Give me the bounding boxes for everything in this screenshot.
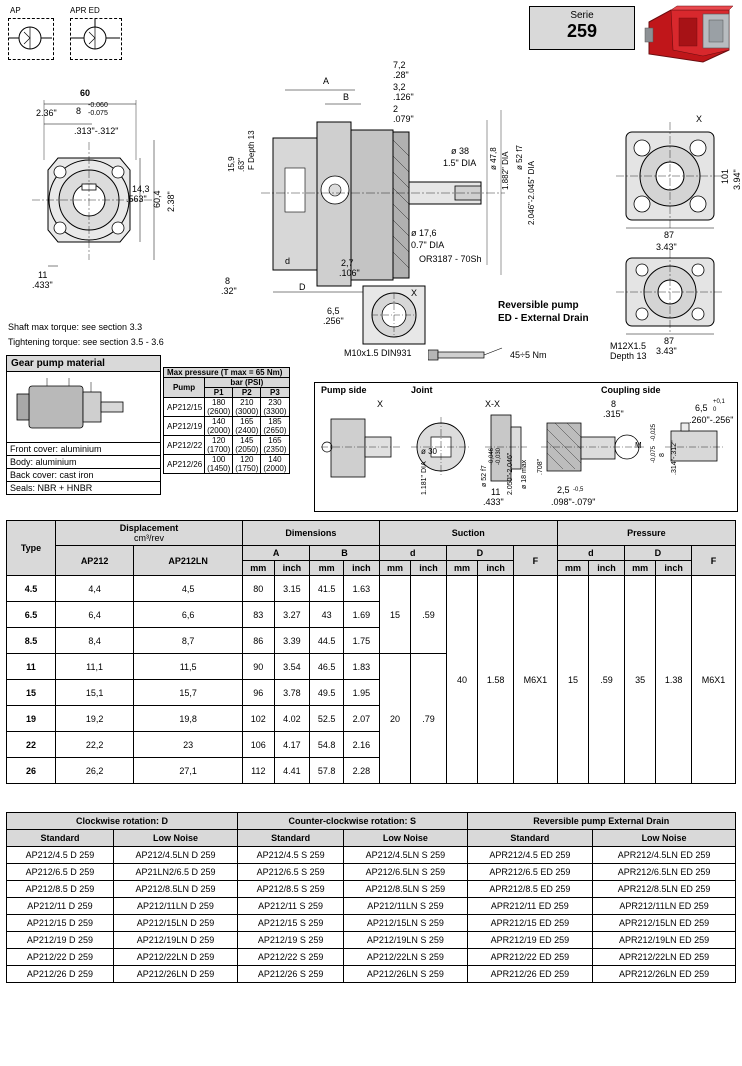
code-cell: AP212/4.5 S 259 [238,847,344,864]
maxp-p3-1: 185 (2650) [261,417,289,436]
note-tightening-torque: Tightening torque: see section 3.5 - 3.6 [8,337,164,347]
fv-dim-238: 2.38" [166,191,176,212]
code-cell: AP212/4.5LN S 259 [344,847,467,864]
dt-bin-6: 2.16 [344,732,380,758]
dt-bmm-4: 49.5 [310,680,344,706]
dt-type-6: 22 [7,732,56,758]
dt-sD-mm: 40 [446,576,477,784]
table-row [7,898,736,915]
symbol-ap-label: AP [10,6,21,15]
dt-pD-mm: 35 [624,576,655,784]
detail-dia118: 1.181" DIA [421,461,428,495]
table-row [7,576,736,602]
m12-depth-label: Depth 13 [610,351,647,361]
maxp-unit: bar (PSI) [205,378,289,388]
code-cell: AP212/15 D 259 [7,915,114,932]
code-cell: APR212/8.5LN ED 259 [593,881,736,898]
dt-bin-4: 1.95 [344,680,380,706]
pump-photo [643,4,738,66]
maxp-p2-0: 210 (3000) [233,398,261,417]
sv-depth13: F Depth 13 [247,130,256,170]
section-view-drawing [215,60,535,350]
code-cell: APR212/26 ED 259 [467,966,593,983]
material-row-body: Body: aluminium [6,456,161,469]
codes-sub-1: Low Noise [113,830,237,847]
code-cell: AP212/26 S 259 [238,966,344,983]
sv-d32: 3,2 [393,82,406,92]
dt-sD-in: 1.58 [478,576,514,784]
dt-bin-1: 1.69 [344,602,380,628]
dt-ln-0: 4,5 [134,576,243,602]
dt-ap212-1: 6,4 [56,602,134,628]
dt-ap212-6: 22,2 [56,732,134,758]
maxp-p1-2: 120 (1700) [205,436,233,455]
gear-pump-material-title: Gear pump material [6,355,161,372]
maxp-pump-1: AP212/19 [164,417,205,436]
rv-dim-394: 3.94" [732,169,742,190]
dt-ain-2: 3.39 [274,628,310,654]
dt-pD-in: 1.38 [656,576,692,784]
dt-ln-6: 23 [134,732,243,758]
dt-head-ap212ln: AP212LN [134,546,243,576]
dt-ln-2: 8,7 [134,628,243,654]
code-cell: AP212/8.5LN D 259 [113,881,237,898]
dt-head-A-mm: mm [243,561,274,576]
dt-ain-6: 4.17 [274,732,310,758]
sv-D-letter: D [299,282,306,292]
detail-tol05: -0,5 [573,487,584,493]
detail-tol8b: -0,075 [651,445,657,463]
table-row [7,915,736,932]
dt-ln-7: 27,1 [134,758,243,784]
code-cell: AP212/6.5LN S 259 [344,864,467,881]
code-cell: APR212/8.5 ED 259 [467,881,593,898]
table-row [164,436,290,455]
coupling-side-label: Coupling side [601,385,661,395]
dt-type-4: 15 [7,680,56,706]
fv-tol-bot: -0.075 [88,110,108,117]
sv-x-label: X [411,288,418,298]
table-row [164,417,290,436]
dt-head-sD-mm: mm [446,561,477,576]
detail-in315: .315" [603,409,624,419]
dt-bin-3: 1.83 [344,654,380,680]
sv-d28: .28" [393,70,409,80]
dt-ap212-3: 11,1 [56,654,134,680]
dt-type-5: 19 [7,706,56,732]
material-row-seals: Seals: NBR + HNBR [6,482,161,495]
sv-d27: 2,7 [341,258,354,268]
table-row [164,398,290,417]
dt-amm-2: 86 [243,628,274,654]
table-row [7,881,736,898]
code-cell: APR212/15 ED 259 [467,915,593,932]
dt-sF: M6X1 [513,576,557,784]
dt-head-sD-inch: inch [478,561,514,576]
dt-type-7: 26 [7,758,56,784]
sv-d106: .106" [339,268,360,278]
dt-bmm-5: 52.5 [310,706,344,732]
codes-sub-5: Low Noise [593,830,736,847]
sv-d126: .126" [393,92,414,102]
dt-ain-7: 4.41 [274,758,310,784]
gear-pump-material-box [6,355,161,495]
code-cell: AP212/22 S 259 [238,949,344,966]
sv-d2: 2 [393,104,399,114]
fv-dim-60: 60 [80,88,91,98]
code-cell: APR212/15LN ED 259 [593,915,736,932]
dt-pd-mm: 15 [557,576,588,784]
code-cell: AP212/22LN S 259 [344,949,467,966]
sv-or-spec: OR3187 - 70Sh [419,254,482,264]
dt-sd-mm-top: 15 [379,576,410,654]
detail-in314: .314"-.312" [671,440,678,475]
dt-type-1: 6.5 [7,602,56,628]
maxp-col-p2: P2 [233,388,261,398]
code-cell: AP212/19 D 259 [7,932,114,949]
pump-side-label: Pump side [321,385,367,395]
code-cell: APR212/4.5LN ED 259 [593,847,736,864]
dt-amm-5: 102 [243,706,274,732]
detail-dia18: ø 18 max [521,459,528,489]
dt-ain-3: 3.54 [274,654,310,680]
sv-d72: 7,2 [393,60,406,70]
screw-thread-label: M10x1.5 DIN931 [344,348,412,358]
codes-sub-2: Standard [238,830,344,847]
code-cell: APR212/26LN ED 259 [593,966,736,983]
dt-head-pressure-d: d [557,546,624,561]
max-pressure-title: Max pressure (T max = 65 Nm) [164,368,290,378]
max-pressure-table [163,367,290,474]
dt-bin-7: 2.28 [344,758,380,784]
dt-sd-in-top: .59 [411,576,447,654]
dt-sd-in-bot: .79 [411,654,447,784]
code-cell: AP212/19LN D 259 [113,932,237,949]
dt-bin-0: 1.63 [344,576,380,602]
table-row [7,966,736,983]
m12-thread-label: M12X1.5 [610,341,647,351]
sv-dia52: ø 52 f7 [515,145,524,170]
fv-dim-11: 11 [38,270,48,280]
dt-head-A-inch: inch [274,561,310,576]
dt-type-3: 11 [7,654,56,680]
dt-bmm-1: 43 [310,602,344,628]
code-cell: AP212/26 D 259 [7,966,114,983]
table-row [7,864,736,881]
codes-group-reversible: Reversible pump External Drain [467,813,735,830]
detail-in260: .260"-.256" [689,415,734,425]
serie-badge [529,6,635,50]
code-cell: AP212/11LN D 259 [113,898,237,915]
sv-d159: 15,9 [227,156,236,172]
material-row-back-cover: Back cover: cast iron [6,469,161,482]
dimension-table [6,520,736,784]
fv-dim-563: .563" [126,194,147,204]
code-cell: AP212/8.5 D 259 [7,881,114,898]
dt-amm-7: 112 [243,758,274,784]
sv-d256: .256" [323,316,344,326]
dt-bmm-0: 41.5 [310,576,344,602]
dt-ap212-2: 8,4 [56,628,134,654]
codes-group-counterclockwise: Counter-clockwise rotation: S [238,813,468,830]
dt-ap212-5: 19,2 [56,706,134,732]
code-cell: APR212/22 ED 259 [467,949,593,966]
rv-x-label: X [696,114,703,124]
detail-tol65a: +0,1 [713,399,725,405]
maxp-p3-2: 165 (2350) [261,436,289,455]
dt-ln-1: 6,6 [134,602,243,628]
rv-dim-343-top: 3.43" [656,242,677,252]
gear-pump-material-image [6,372,161,443]
code-cell: APR212/6.5 ED 259 [467,864,593,881]
dt-head-type: Type [7,521,56,576]
code-cell: AP212/4.5LN D 259 [113,847,237,864]
code-cell: AP212/8.5LN S 259 [344,881,467,898]
reversible-title: Reversible pump [498,300,579,311]
code-cell: APR212/4.5 ED 259 [467,847,593,864]
note-shaft-torque: Shaft max torque: see section 3.3 [8,322,143,332]
sv-d65: 6,5 [327,306,340,316]
material-row-front-cover: Front cover: aluminium [6,443,161,456]
dt-ln-4: 15,7 [134,680,243,706]
dt-pd-in: .59 [589,576,625,784]
right-view-drawing [612,110,742,356]
dt-ain-0: 3.15 [274,576,310,602]
detail-dia52: ø 52 f7 [481,465,488,487]
table-row [7,949,736,966]
code-cell: AP212/11LN S 259 [344,898,467,915]
dt-head-pressure-F: F [691,546,735,576]
detail-xx-label: X-X [485,399,501,409]
maxp-pump-0: AP212/15 [164,398,205,417]
maxp-col-p3: P3 [261,388,289,398]
code-cell: APR212/22LN ED 259 [593,949,736,966]
sv-d079: .079" [393,114,414,124]
dt-head-suction-D: D [446,546,513,561]
ordering-codes-table [6,812,736,983]
fv-dim-604: 60,4 [152,190,162,208]
maxp-pump-2: AP212/22 [164,436,205,455]
codes-sub-3: Low Noise [344,830,467,847]
detail-m-label: M [635,441,642,450]
dt-head-pD-mm: mm [624,561,655,576]
sv-dia478: ø 47,8 [489,147,498,170]
code-cell: APR212/19LN ED 259 [593,932,736,949]
code-cell: APR212/11LN ED 259 [593,898,736,915]
code-cell: AP212/6.5 S 259 [238,864,344,881]
code-cell: AP21LN2/6.5 D 259 [113,864,237,881]
code-cell: AP212/11 D 259 [7,898,114,915]
serie-number: 259 [566,21,598,41]
dt-amm-6: 106 [243,732,274,758]
sv-dia2046: 2.046"-2.045" DIA [527,161,536,225]
maxp-p2-3: 120 (1750) [233,455,261,474]
dt-amm-3: 90 [243,654,274,680]
dt-head-pressure-D: D [624,546,691,561]
fv-dim-143: 14,3 [132,184,150,194]
maxp-col-p1: P1 [205,388,233,398]
code-cell: AP212/19LN S 259 [344,932,467,949]
code-cell: AP212/22LN D 259 [113,949,237,966]
code-cell: APR212/11 ED 259 [467,898,593,915]
dt-sd-mm-bot: 20 [379,654,410,784]
maxp-p3-0: 230 (3300) [261,398,289,417]
maxp-p1-0: 180 (2600) [205,398,233,417]
detail-in433: .433" [483,497,504,507]
code-cell: AP212/19 S 259 [238,932,344,949]
code-cell: AP212/15 S 259 [238,915,344,932]
dt-bmm-7: 57.8 [310,758,344,784]
fv-dim-433: .433" [32,280,53,290]
dt-amm-4: 96 [243,680,274,706]
dt-bin-5: 2.07 [344,706,380,732]
dt-type-2: 8.5 [7,628,56,654]
maxp-p1-3: 100 (1450) [205,455,233,474]
maxp-pump-3: AP212/26 [164,455,205,474]
dt-head-pd-mm: mm [557,561,588,576]
dt-bmm-6: 54.8 [310,732,344,758]
maxp-p1-1: 140 (2000) [205,417,233,436]
detail-x-label: X [377,399,384,409]
rv-dim-87-bot: 87 [664,336,675,346]
detail-dim8b: 8 [659,453,666,457]
sv-d63: .63" [237,158,246,172]
code-cell: AP212/15LN D 259 [113,915,237,932]
dt-ain-4: 3.78 [274,680,310,706]
sv-dia07: 0.7" DIA [411,240,445,250]
reversible-sub: ED - External Drain [498,313,589,324]
code-cell: AP212/26LN D 259 [113,966,237,983]
sv-dia1882: 1.882" DIA [501,151,510,190]
fv-dim-8: 8 [76,106,82,116]
code-cell: AP212/15LN S 259 [344,915,467,932]
code-cell: AP212/26LN S 259 [344,966,467,983]
maxp-p2-1: 165 (2400) [233,417,261,436]
detail-dia30: ø 30 [421,447,438,456]
dt-head-B-inch: inch [344,561,380,576]
dt-head-A: A [243,546,310,561]
sv-label-A: A [323,76,330,86]
detail-tol46: -0,046 [489,447,495,465]
dt-head-ap212: AP212 [56,546,134,576]
code-cell: APR212/6.5LN ED 259 [593,864,736,881]
maxp-p3-3: 140 (2000) [261,455,289,474]
dt-head-B: B [310,546,380,561]
front-view-drawing [14,80,204,310]
code-cell: AP212/4.5 D 259 [7,847,114,864]
detail-tol8a: -0,025 [651,423,657,441]
codes-group-clockwise: Clockwise rotation: D [7,813,238,830]
dt-ain-5: 4.02 [274,706,310,732]
dt-ap212-7: 26,2 [56,758,134,784]
sv-dia176: ø 17,6 [411,228,437,238]
table-row [164,455,290,474]
rv-dim-101: 101 [720,168,730,184]
joint-label: Joint [411,385,433,395]
codes-sub-0: Standard [7,830,114,847]
rv-dim-87-top: 87 [664,230,675,240]
dt-amm-0: 80 [243,576,274,602]
dt-head-suction: Suction [379,521,557,546]
screw-torque-label: 45÷5 Nm [510,350,547,360]
dt-head-sd-mm: mm [379,561,410,576]
sv-label-B: B [343,92,350,102]
codes-sub-4: Standard [467,830,593,847]
dt-ln-5: 19,8 [134,706,243,732]
dt-head-sd-inch: inch [411,561,447,576]
detail-tol30: -0,030 [496,447,502,465]
sv-dia15: 1.5" DIA [443,158,477,168]
maxp-col-pump: Pump [164,378,205,398]
dt-bin-2: 1.75 [344,628,380,654]
dt-bmm-2: 44.5 [310,628,344,654]
sv-d32b: .32" [221,286,237,296]
dt-pF: M6X1 [691,576,735,784]
detail-dim65: 6,5 [695,403,708,413]
dt-head-suction-F: F [513,546,557,576]
table-row [7,932,736,949]
code-cell: AP212/11 S 259 [238,898,344,915]
dt-amm-1: 83 [243,602,274,628]
fv-dim-313: .313"-.312" [74,126,119,136]
code-cell: AP212/6.5 D 259 [7,864,114,881]
dt-head-pd-inch: inch [589,561,625,576]
code-cell: AP212/22 D 259 [7,949,114,966]
dt-head-pD-inch: inch [656,561,692,576]
coupling-detail-panel [314,382,738,512]
dt-head-suction-d: d [379,546,446,561]
dt-ain-1: 3.27 [274,602,310,628]
dt-head-B-mm: mm [310,561,344,576]
dt-type-0: 4.5 [7,576,56,602]
code-cell: AP212/8.5 S 259 [238,881,344,898]
code-cell: APR212/19 ED 259 [467,932,593,949]
table-row [7,847,736,864]
symbol-apred-label: APR ED [70,6,100,15]
dt-ap212-0: 4,4 [56,576,134,602]
dt-head-dimensions: Dimensions [243,521,380,546]
dt-bmm-3: 46.5 [310,654,344,680]
maxp-p2-2: 145 (2050) [233,436,261,455]
dt-ap212-4: 15,1 [56,680,134,706]
detail-in708: .708" [537,458,544,475]
detail-in2050: 2.050"-2.046" [507,452,514,495]
detail-dim11: 11 [491,487,501,497]
serie-label: Serie [570,10,594,21]
dt-head-pressure: Pressure [557,521,735,546]
sv-d8: 8 [225,276,231,286]
dt-head-displacement: Displacement cm³/rev [56,521,243,546]
dt-ln-3: 11,5 [134,654,243,680]
sv-dia38: ø 38 [451,146,470,156]
fv-dim-236: 2.36" [36,108,57,118]
detail-tol65b: 0 [713,407,717,413]
detail-dim8: 8 [611,399,617,409]
fv-tol-top: -0.060 [88,102,108,109]
detail-dim25: 2,5 [557,485,570,495]
sv-d-letter: d [285,256,291,266]
rv-dim-343-bot: 3.43" [656,346,677,356]
detail-in098: .098"-.079" [551,497,596,507]
